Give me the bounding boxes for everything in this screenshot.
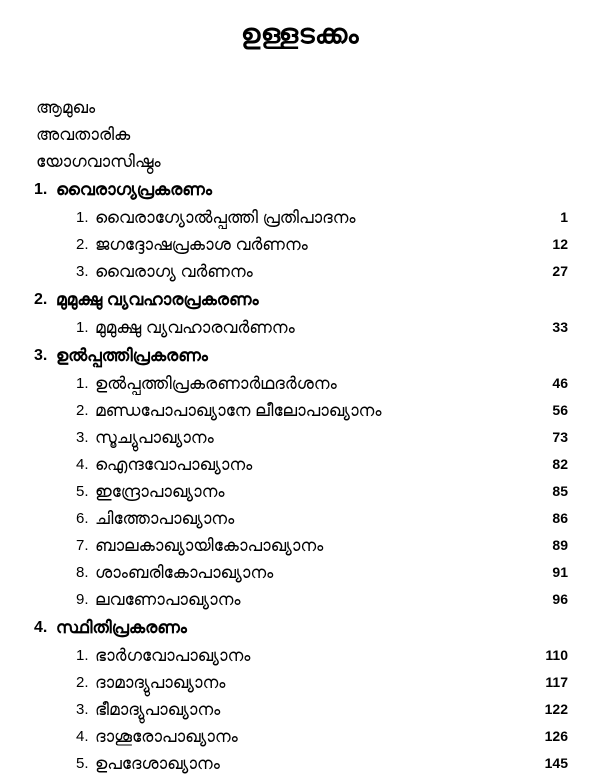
toc-front-matter-label: യോഗവാസിഷ്ഠം bbox=[36, 152, 161, 171]
toc-entry-row[interactable] bbox=[0, 370, 600, 397]
toc-entry-number: 5. bbox=[76, 483, 89, 500]
toc-entry-row[interactable] bbox=[0, 532, 600, 559]
toc-front-matter-row[interactable] bbox=[0, 94, 600, 121]
page-title: ഉള്ളടക്കം bbox=[240, 19, 360, 49]
toc-entry-number: 6. bbox=[76, 510, 89, 527]
toc-entry-label: വൈരാഗ്യ വർണനം bbox=[95, 262, 253, 281]
toc-chapter-label: മുമുക്ഷു വ്യവഹാരപ്രകരണം bbox=[56, 290, 259, 309]
toc-entry-number: 8. bbox=[76, 564, 89, 581]
toc-entry-label: ചിത്തോപാഖ്യാനം bbox=[95, 509, 235, 528]
toc-entry-label: ബാലകാഖ്യായികോപാഖ്യാനം bbox=[95, 536, 324, 555]
toc-front-matter-row[interactable] bbox=[0, 148, 600, 175]
toc-entry-label: മുമുക്ഷു വ്യവഹാരവർണനം bbox=[95, 318, 295, 337]
toc-entry-number: 1. bbox=[76, 647, 89, 664]
toc-entry-page-number: 126 bbox=[544, 728, 568, 744]
toc-entry-label: ശാംബരികോപാഖ്യാനം bbox=[95, 563, 274, 582]
toc-entry-page-number: 12 bbox=[552, 236, 568, 252]
toc-entry-label: ദാമാദ്യുപാഖ്യാനം bbox=[95, 673, 226, 692]
toc-chapter-number: 2. bbox=[34, 291, 48, 308]
toc-entry-page-number: 117 bbox=[545, 674, 568, 690]
toc-entry-number: 3. bbox=[76, 263, 89, 280]
toc-entry-number: 2. bbox=[76, 236, 89, 253]
toc-entry-row[interactable] bbox=[0, 559, 600, 586]
toc-chapter-number: 4. bbox=[34, 619, 48, 636]
toc-entry-page-number: 145 bbox=[544, 755, 568, 771]
toc-entry-page-number: 89 bbox=[552, 537, 568, 553]
toc-entry-number: 1. bbox=[76, 319, 89, 336]
toc-entry-label: ദാശൂരോപാഖ്യാനം bbox=[95, 727, 238, 746]
toc-front-matter-label: ആമുഖം bbox=[36, 98, 96, 117]
toc-entry-page-number: 56 bbox=[552, 402, 568, 418]
toc-entry-label: ഭീമാദ്യുപാഖ്യാനം bbox=[95, 700, 221, 719]
toc-entry-label: ഉൽപ്പത്തിപ്രകരണാർഥദർശനം bbox=[95, 374, 337, 393]
toc-entry-page-number: 96 bbox=[552, 591, 568, 607]
toc-entry-label: ജഗദ്ദോഷപ്രകാശ വർണനം bbox=[95, 235, 308, 254]
toc-entry-number: 7. bbox=[76, 537, 89, 554]
toc-entry-page-number: 82 bbox=[552, 456, 568, 472]
toc-entry-page-number: 85 bbox=[552, 483, 568, 499]
toc-front-matter-row[interactable] bbox=[0, 121, 600, 148]
toc-entry-number: 4. bbox=[76, 728, 89, 745]
toc-entry-row[interactable] bbox=[0, 586, 600, 613]
toc-chapter-row[interactable] bbox=[0, 175, 600, 204]
toc-entry-row[interactable] bbox=[0, 478, 600, 505]
toc-entry-row[interactable] bbox=[0, 696, 600, 723]
table-of-contents bbox=[0, 94, 600, 777]
toc-entry-page-number: 122 bbox=[544, 701, 568, 717]
toc-entry-row[interactable] bbox=[0, 451, 600, 478]
toc-chapter-label: ഉൽപ്പത്തിപ്രകരണം bbox=[56, 346, 208, 365]
toc-chapter-row[interactable] bbox=[0, 341, 600, 370]
toc-chapter-number: 3. bbox=[34, 347, 48, 364]
toc-entry-page-number: 91 bbox=[552, 564, 568, 580]
toc-chapter-row[interactable] bbox=[0, 285, 600, 314]
toc-entry-label: ഭാർഗവോപാഖ്യാനം bbox=[95, 646, 251, 665]
toc-entry-number: 2. bbox=[76, 674, 89, 691]
toc-entry-page-number: 73 bbox=[552, 429, 568, 445]
toc-entry-page-number: 33 bbox=[552, 319, 568, 335]
toc-entry-number: 4. bbox=[76, 456, 89, 473]
toc-chapter-number: 1. bbox=[34, 181, 48, 198]
toc-entry-number: 2. bbox=[76, 402, 89, 419]
toc-entry-label: ലവണോപാഖ്യാനം bbox=[95, 590, 241, 609]
toc-chapter-label: വൈരാഗ്യപ്രകരണം bbox=[56, 180, 212, 199]
toc-entry-number: 3. bbox=[76, 429, 89, 446]
toc-entry-label: ഐന്ദവോപാഖ്യാനം bbox=[95, 455, 253, 474]
toc-entry-page-number: 86 bbox=[552, 510, 568, 526]
toc-entry-row[interactable] bbox=[0, 314, 600, 341]
toc-entry-label: സൂച്യുപാഖ്യാനം bbox=[95, 428, 214, 447]
toc-entry-number: 5. bbox=[76, 755, 89, 772]
toc-entry-number: 9. bbox=[76, 591, 89, 608]
toc-front-matter-label: അവതാരിക bbox=[36, 125, 131, 144]
toc-entry-row[interactable] bbox=[0, 723, 600, 750]
toc-entry-row[interactable] bbox=[0, 204, 600, 231]
toc-entry-row[interactable] bbox=[0, 505, 600, 532]
toc-entry-page-number: 46 bbox=[552, 375, 568, 391]
toc-entry-number: 3. bbox=[76, 701, 89, 718]
toc-entry-row[interactable] bbox=[0, 424, 600, 451]
toc-entry-number: 1. bbox=[76, 375, 89, 392]
toc-entry-row[interactable] bbox=[0, 669, 600, 696]
toc-entry-row[interactable] bbox=[0, 397, 600, 424]
toc-entry-row[interactable] bbox=[0, 750, 600, 777]
toc-entry-page-number: 1 bbox=[560, 209, 568, 225]
toc-chapter-label: സ്ഥിതിപ്രകരണം bbox=[56, 618, 187, 637]
toc-entry-page-number: 110 bbox=[545, 647, 568, 663]
toc-entry-row[interactable] bbox=[0, 642, 600, 669]
toc-entry-label: ഉപദേശാഖ്യാനം bbox=[95, 754, 220, 773]
toc-entry-label: ഇന്ദ്രോപാഖ്യാനം bbox=[95, 482, 225, 501]
toc-entry-row[interactable] bbox=[0, 258, 600, 285]
toc-entry-row[interactable] bbox=[0, 231, 600, 258]
toc-entry-label: വൈരാഗ്യോൽപ്പത്തി പ്രതിപാദനം bbox=[95, 208, 356, 227]
toc-entry-label: മണ്ഡപോപാഖ്യാനേ ലീലോപാഖ്യാനം bbox=[95, 401, 382, 420]
toc-entry-number: 1. bbox=[76, 209, 89, 226]
toc-entry-page-number: 27 bbox=[552, 263, 568, 279]
toc-chapter-row[interactable] bbox=[0, 613, 600, 642]
